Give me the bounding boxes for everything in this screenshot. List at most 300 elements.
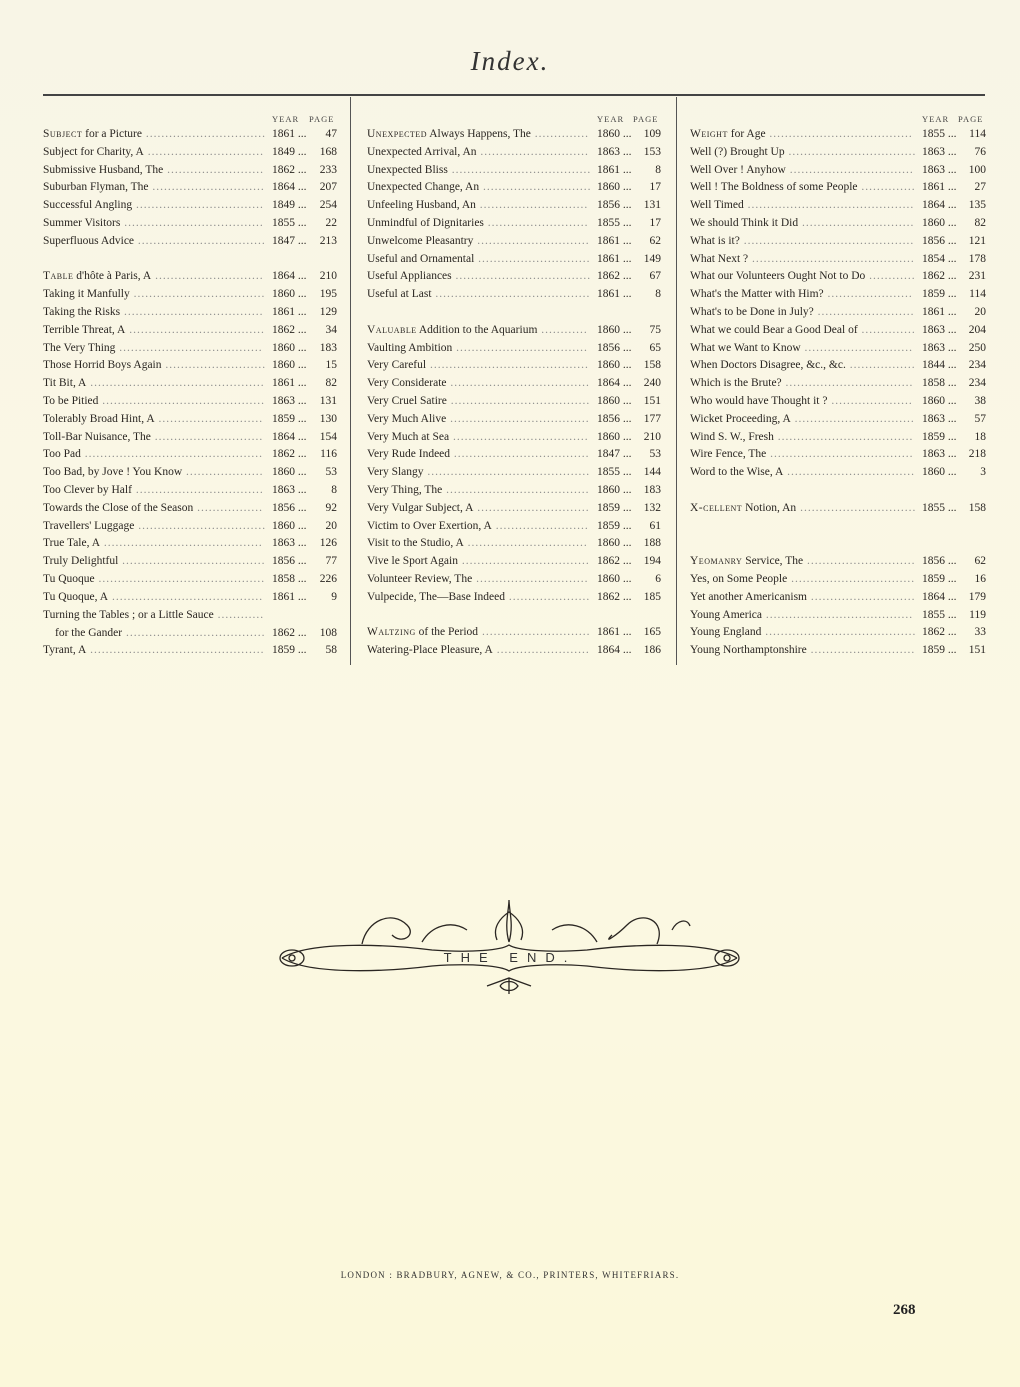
index-entry	[690, 446, 990, 464]
index-entry	[43, 322, 342, 340]
entry-title: Word to the Wise, A .................................	[690, 466, 916, 479]
entry-title: Very Cruel Satire ....................................	[367, 394, 591, 407]
entry-page: 144	[643, 466, 661, 479]
index-entry	[43, 179, 342, 197]
leader-dots: ...................................	[773, 430, 914, 443]
entry-title: Table d'hôte à Paris, A ............................	[43, 270, 264, 283]
leader-dots: .................................	[131, 483, 264, 496]
leader-dots: ..............	[857, 181, 916, 194]
leader-dots: .....................................	[766, 448, 914, 461]
entry-page: 195	[319, 288, 337, 301]
leader-dots: ............	[865, 270, 916, 283]
entry-page: 130	[319, 412, 337, 425]
column-divider	[676, 97, 677, 665]
entry-year: 1856 ...	[272, 555, 307, 568]
entry-title: Very Vulgar Subject, A .............................	[367, 501, 590, 514]
entry-year: 1859 ...	[922, 572, 957, 585]
leader-dots: ..................................	[452, 341, 588, 354]
index-entry	[367, 429, 667, 447]
entry-title: Very Much at Sea ...................................	[367, 430, 589, 443]
year-header: YEAR	[272, 114, 300, 124]
entry-page: 179	[968, 590, 986, 603]
entry-page: 178	[968, 252, 986, 265]
leader-dots: .......................................	[108, 590, 264, 603]
index-entry	[690, 429, 990, 447]
entry-page: 233	[319, 163, 337, 176]
entry-page: 210	[319, 270, 337, 283]
entry-year: 1863 ...	[272, 537, 307, 550]
leader-dots: .....................................	[115, 341, 263, 354]
entry-title: Very Much Alive ....................................	[367, 412, 590, 425]
entry-page: 151	[968, 644, 986, 657]
index-entry	[690, 286, 990, 304]
entry-page: 76	[974, 145, 986, 158]
leader-dots: ......................	[823, 288, 913, 301]
entry-title: Well ! The Boldness of some People ..............	[690, 181, 916, 194]
index-entry	[367, 357, 667, 375]
entry-page: 121	[968, 234, 986, 247]
entry-year: 1860 ...	[597, 572, 632, 585]
entry-year: 1860 ...	[597, 430, 632, 443]
entry-year: 1860 ...	[922, 394, 957, 407]
entry-page: 53	[325, 466, 337, 479]
entry-page: 194	[643, 555, 661, 568]
entry-title: Waltzing of the Period ............................	[367, 626, 591, 639]
entry-page: 114	[969, 288, 986, 301]
entry-year: 1862 ...	[272, 626, 307, 639]
entry-title: Young England .......................................	[690, 626, 917, 639]
entry-year: 1863 ...	[597, 145, 632, 158]
entry-year: 1859 ...	[597, 519, 632, 532]
index-entry	[690, 357, 990, 375]
entry-year: 1860 ...	[597, 128, 632, 140]
entry-title: The Very Thing .....................................	[43, 341, 263, 354]
entry-page: 226	[319, 572, 337, 585]
entry-year: 1863 ...	[272, 483, 307, 496]
entry-page: 153	[643, 145, 661, 158]
entry-title: Those Horrid Boys Again ..........................	[43, 359, 267, 372]
entry-page: 53	[649, 448, 661, 461]
index-column-2	[367, 112, 667, 660]
index-entry	[690, 607, 990, 625]
index-entry	[367, 340, 667, 358]
index-entry	[43, 553, 342, 571]
entry-page: 8	[655, 163, 661, 176]
entry-year: 1861 ...	[272, 305, 307, 318]
entry-year: 1864 ...	[922, 199, 957, 212]
entry-title: Tu Quoque, A .......................................	[43, 590, 264, 603]
entry-page: 218	[968, 448, 986, 461]
leader-dots: ........................	[491, 519, 589, 532]
entry-title: Vulpecide, The—Base Indeed .....................	[367, 590, 591, 603]
entry-title: Useful Appliances ...................................	[367, 270, 592, 283]
entry-year: 1860 ...	[272, 359, 307, 372]
leader-dots: .....................	[505, 590, 591, 603]
entry-title: Unexpected Bliss ....................................	[367, 163, 592, 176]
entry-year: 1864 ...	[272, 181, 307, 194]
leader-dots: ............	[213, 608, 265, 621]
index-entry	[690, 571, 990, 589]
leader-dots: .........................	[813, 305, 915, 318]
index-entry	[690, 322, 990, 340]
entry-year: 1855 ...	[922, 501, 957, 514]
entry-year: 1862 ...	[597, 555, 632, 568]
index-entry	[43, 357, 342, 375]
letter-gap	[690, 535, 990, 553]
column-header	[43, 112, 342, 126]
entry-title: Tit Bit, A .............................................	[43, 377, 265, 390]
leader-dots: ....................................	[120, 216, 264, 229]
index-entry	[43, 482, 342, 500]
entry-page: 3	[980, 466, 986, 479]
entry-title: Unwelcome Pleasantry .............................	[367, 234, 590, 247]
leader-dots: ...........................	[807, 590, 916, 603]
entry-page: 213	[319, 234, 337, 247]
leader-dots: ................................	[785, 163, 914, 176]
leader-dots: .....................................	[765, 128, 913, 140]
entry-year: 1844 ...	[922, 359, 957, 372]
index-entry	[690, 126, 990, 144]
index-entry	[690, 393, 990, 411]
page-title: Index.	[470, 46, 550, 76]
entry-year: 1864 ...	[922, 590, 957, 603]
index-entry	[367, 446, 667, 464]
entry-title: Young Northamptonshire ...........................	[690, 644, 916, 657]
entry-page: 132	[643, 501, 661, 514]
entry-title: Useful at Last ........................................	[367, 288, 591, 301]
index-entry	[43, 518, 342, 536]
entry-year: 1856 ...	[922, 555, 957, 568]
entry-page: 183	[643, 483, 661, 496]
entry-title: Vaulting Ambition ..................................	[367, 341, 588, 354]
entry-page: 57	[974, 412, 986, 425]
entry-year: 1854 ...	[922, 252, 957, 265]
entry-title: Unexpected Always Happens, The ..............	[367, 128, 590, 140]
leader-dots: .................	[193, 501, 264, 514]
entry-title: Weight for Age .....................................	[690, 128, 913, 140]
leader-dots: .................................	[132, 199, 264, 212]
leader-dots: .....................................	[442, 483, 590, 496]
index-entry	[367, 126, 667, 144]
entry-title: What we Want to Know ............................	[690, 341, 914, 354]
entry-year: 1859 ...	[597, 501, 632, 514]
column-header	[690, 112, 990, 126]
entry-page: 75	[649, 323, 661, 336]
entry-title: Tu Quoque ...........................................	[43, 572, 266, 585]
the-end-text: THE END.	[443, 950, 577, 965]
entry-page: 254	[319, 199, 337, 212]
leader-dots: .............................	[798, 216, 915, 229]
entry-title: Who would have Thought it ? .....................	[690, 394, 913, 407]
leader-dots: ....................................	[446, 377, 590, 390]
entry-year: 1860 ...	[597, 359, 632, 372]
entry-page: 8	[655, 288, 661, 301]
entry-page: 240	[643, 377, 661, 390]
leader-dots: ...................................	[450, 448, 590, 461]
leader-dots: ..........................................	[748, 252, 915, 265]
leader-dots: .............................	[472, 572, 589, 585]
index-entry	[43, 286, 342, 304]
index-entry	[43, 197, 342, 215]
index-entry	[367, 286, 667, 304]
entry-page: 58	[325, 644, 337, 657]
entry-title: Victim to Over Exertion, A ........................	[367, 519, 589, 532]
index-entry	[43, 446, 342, 464]
entry-year: 1862 ...	[272, 163, 307, 176]
entry-page: 15	[325, 359, 337, 372]
index-entry	[367, 553, 667, 571]
entry-year: 1862 ...	[597, 590, 632, 603]
entry-page: 33	[974, 626, 986, 639]
entry-page: 126	[319, 537, 337, 550]
leader-dots: .................................	[783, 466, 916, 479]
entry-page: 77	[325, 555, 337, 568]
index-entry	[43, 571, 342, 589]
entry-title: What is it? ............................................	[690, 234, 915, 247]
index-entry	[43, 268, 342, 286]
entry-year: 1860 ...	[272, 519, 307, 532]
index-entry	[367, 624, 667, 642]
entry-page: 65	[649, 341, 661, 354]
entry-page: 183	[319, 341, 337, 354]
entry-title: Tyrant, A .............................................	[43, 644, 265, 657]
leader-dots: ....................................	[446, 394, 591, 407]
leader-dots: ..........................	[483, 216, 589, 229]
leader-dots: .................................	[134, 519, 267, 532]
letter-gap	[367, 304, 667, 322]
entry-page: 114	[969, 128, 986, 140]
entry-year: 1849 ...	[272, 145, 307, 158]
letter-gap	[367, 607, 667, 625]
entry-page: 135	[968, 199, 986, 212]
page-number: 268	[893, 1302, 916, 1318]
entry-title: Taking it Manfully ..................................	[43, 288, 266, 301]
index-entry	[43, 144, 342, 162]
entry-year: 1860 ...	[272, 341, 307, 354]
entry-title: Too Clever by Half .................................	[43, 483, 264, 496]
printer-line: LONDON : BRADBURY, AGNEW, & CO., PRINTERS, WHITEFRIARS.	[340, 1270, 680, 1280]
entry-title: Towards the Close of the Season .................	[43, 501, 264, 514]
letter-gap	[690, 518, 990, 536]
index-entry	[367, 393, 667, 411]
year-header: YEAR	[597, 114, 625, 124]
leader-dots: .............................	[148, 181, 265, 194]
index-entry	[43, 162, 342, 180]
leader-dots: ..............	[857, 323, 916, 336]
entry-title: Very Careful .........................................	[367, 359, 589, 372]
entry-title: Suburban Flyman, The .............................	[43, 181, 265, 194]
leader-dots: ............................	[800, 341, 914, 354]
index-entry	[43, 429, 342, 447]
entry-year: 1860 ...	[597, 323, 632, 336]
index-entry	[367, 144, 667, 162]
entry-year: 1859 ...	[272, 412, 307, 425]
leader-dots: ................................	[787, 572, 916, 585]
leader-dots: ..........................	[161, 359, 267, 372]
entry-page: 34	[325, 323, 337, 336]
entry-year: 1860 ...	[272, 466, 307, 479]
index-entry	[367, 268, 667, 286]
leader-dots: .....................	[827, 394, 913, 407]
entry-year: 1855 ...	[922, 128, 957, 140]
index-entry	[690, 144, 990, 162]
entry-page: 61	[649, 519, 661, 532]
leader-dots: ....................................	[446, 412, 590, 425]
entry-title: What our Volunteers Ought Not to Do ............	[690, 270, 916, 283]
leader-dots: ............................	[151, 270, 264, 283]
leader-dots: ...................................	[451, 270, 592, 283]
column-header	[367, 112, 667, 126]
entry-year: 1863 ...	[922, 448, 957, 461]
entry-year: 1856 ...	[922, 234, 957, 247]
entry-year: 1860 ...	[597, 181, 632, 194]
entry-year: 1849 ...	[272, 199, 307, 212]
entry-title: X-cellent Notion, An ..............................	[690, 501, 917, 514]
entry-title: Very Thing, The .....................................	[367, 483, 590, 496]
index-column-1	[43, 112, 342, 660]
entry-year: 1847 ...	[272, 234, 307, 247]
entry-year: 1859 ...	[922, 644, 957, 657]
leader-dots: ............	[537, 323, 588, 336]
entry-page: 27	[974, 181, 986, 194]
header-rule	[43, 94, 985, 96]
entry-year: 1862 ...	[272, 448, 307, 461]
entry-title: Submissive Husband, The .........................	[43, 163, 264, 176]
entry-title: Tolerably Broad Hint, A ...........................	[43, 412, 264, 425]
entry-title: Yes, on Some People ................................	[690, 572, 916, 585]
index-column-3	[690, 112, 990, 660]
entry-title: Travellers' Luggage .................................	[43, 519, 267, 532]
entry-page: 6	[655, 572, 661, 585]
entry-page: 82	[325, 377, 337, 390]
entry-title: Superfluous Advice .................................	[43, 234, 266, 247]
leader-dots: .......................................	[761, 626, 917, 639]
entry-page: 186	[643, 644, 661, 657]
entry-page: 210	[643, 430, 661, 443]
leader-dots: .................................	[457, 555, 590, 568]
entry-year: 1863 ...	[922, 163, 957, 176]
entry-title: Too Pad ..............................................	[43, 448, 263, 461]
entry-page: 109	[643, 128, 661, 140]
entry-title: Subject for a Picture ...............................	[43, 128, 266, 140]
entry-title: Subject for Charity, A ..............................	[43, 145, 264, 158]
entry-year: 1861 ...	[272, 590, 307, 603]
entry-year: 1862 ...	[597, 270, 632, 283]
entry-year: 1861 ...	[272, 377, 307, 390]
entry-year: 1861 ...	[597, 252, 632, 265]
index-entry	[43, 375, 342, 393]
entry-title: Unexpected Arrival, An ............................	[367, 145, 589, 158]
index-entry	[367, 464, 667, 482]
entry-title: Very Rude Indeed ...................................	[367, 448, 590, 461]
leader-dots: .................................	[134, 234, 266, 247]
entry-page: 20	[325, 519, 337, 532]
index-entry	[43, 233, 342, 251]
entry-title: Very Considerate ....................................	[367, 377, 590, 390]
entry-page: 168	[319, 145, 337, 158]
entry-page: 129	[319, 305, 337, 318]
entry-page: 17	[649, 216, 661, 229]
entry-title: What's to be Done in July? .........................	[690, 305, 915, 318]
leader-dots: ....................	[182, 466, 264, 479]
entry-year: 1855 ...	[922, 608, 957, 621]
entry-year: 1864 ...	[272, 270, 307, 283]
entry-page: 154	[319, 430, 337, 443]
leader-dots: ...............................	[790, 412, 915, 425]
letter-gap	[690, 482, 990, 500]
entry-page: 9	[331, 590, 337, 603]
index-entry	[367, 197, 667, 215]
entry-title: What Next ? ..........................................	[690, 252, 915, 265]
index-entry	[43, 642, 342, 660]
leader-dots: ........................................	[431, 288, 591, 301]
entry-year: 1863 ...	[922, 412, 957, 425]
entry-title: Yet another Americanism ...........................	[690, 590, 916, 603]
index-entry	[690, 304, 990, 322]
index-entry	[690, 251, 990, 269]
entry-title: Vive le Sport Again .................................	[367, 555, 590, 568]
entry-title: Visit to the Studio, A ...............................	[367, 537, 588, 550]
entry-year: 1863 ...	[922, 341, 957, 354]
entry-title: Which is the Brute? .................................	[690, 377, 914, 390]
index-entry	[367, 215, 667, 233]
entry-page: 116	[320, 448, 337, 461]
index-entry	[690, 553, 990, 571]
entry-year: 1861 ...	[597, 234, 632, 247]
leader-dots: ...........................	[806, 644, 916, 657]
leader-dots: ...........................................	[94, 572, 266, 585]
leader-dots: .............................	[473, 501, 590, 514]
leader-dots: .........................................	[426, 359, 589, 372]
leader-dots: ..................................	[129, 288, 266, 301]
index-entry	[43, 411, 342, 429]
entry-page: 38	[974, 394, 986, 407]
leader-dots: ...................................	[449, 430, 589, 443]
index-entry	[367, 322, 667, 340]
index-entry	[690, 179, 990, 197]
index-entry	[690, 197, 990, 215]
index-entry	[43, 464, 342, 482]
page-header: PAGE	[309, 114, 335, 124]
index-entry	[43, 215, 342, 233]
leader-dots: ..............	[530, 128, 590, 140]
column-divider	[350, 97, 351, 665]
entry-page: 22	[325, 216, 337, 229]
index-entry	[690, 624, 990, 642]
entry-title: Watering-Place Pleasure, A ........................	[367, 644, 590, 657]
entry-title: Summer Visitors ....................................	[43, 216, 264, 229]
leader-dots: .................	[845, 359, 916, 372]
index-entry	[367, 162, 667, 180]
entry-title: What we could Bear a Good Deal of ..............	[690, 323, 916, 336]
entry-title: Young America ......................................	[690, 608, 914, 621]
entry-year: 1863 ...	[922, 145, 957, 158]
entry-title: Unmindful of Dignitaries ..........................	[367, 216, 589, 229]
index-entry	[690, 162, 990, 180]
leader-dots: ....................................	[122, 626, 266, 639]
entry-title: Taking the Risks ....................................	[43, 305, 264, 318]
leader-dots: ........................	[492, 644, 590, 657]
entry-title: Too Bad, by Jove ! You Know ....................	[43, 466, 264, 479]
entry-title: Toll-Bar Nuisance, The ............................	[43, 430, 264, 443]
entry-year: 1847 ...	[597, 448, 632, 461]
entry-year: 1859 ...	[922, 430, 957, 443]
index-entry	[367, 589, 667, 607]
entry-title: Turning the Tables ; or a Little Sauce ............	[43, 608, 265, 621]
entry-page: 204	[968, 323, 986, 336]
entry-year: 1860 ...	[597, 394, 632, 407]
entry-page: 108	[319, 626, 337, 639]
